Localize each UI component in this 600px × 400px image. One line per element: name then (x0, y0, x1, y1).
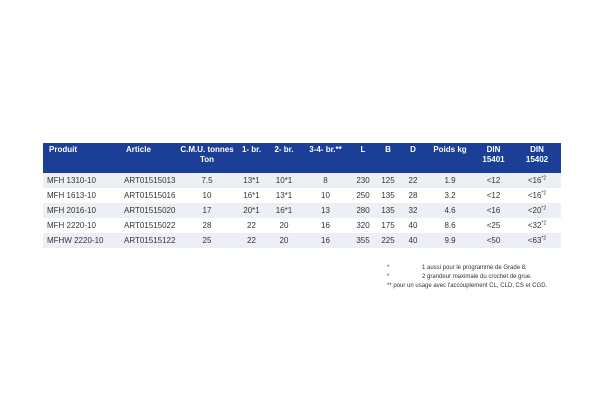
cell-value: 1.9 (444, 175, 456, 185)
column-header-text: L (360, 145, 366, 154)
cell-value: MFHW 2220-10 (47, 235, 104, 245)
cell-value: 355 (356, 235, 370, 245)
footnote-marker: *2 (541, 174, 547, 181)
cell-d (400, 233, 426, 248)
footnote (387, 273, 547, 282)
cell-value: <32 (527, 220, 542, 230)
cell-cmu (178, 173, 236, 188)
cell-value: 20*1 (243, 205, 260, 215)
cell-value: 250 (356, 190, 370, 200)
column-header-text: C.M.U. tonnes (180, 145, 234, 154)
cell-value: <12 (486, 190, 501, 200)
footnote (387, 264, 547, 273)
cell-value: 13*1 (243, 175, 260, 185)
cell-br2 (267, 218, 301, 233)
column-header-b (376, 143, 400, 173)
cell-value: ART01515122 (124, 235, 176, 245)
table-row (43, 188, 561, 203)
footnote-marker: *2 (541, 189, 547, 196)
cell-cmu (178, 188, 236, 203)
cell-br34 (301, 233, 350, 248)
cell-value: 175 (381, 220, 395, 230)
cell-value: 8.6 (444, 220, 456, 230)
cell-value: 28 (408, 190, 418, 200)
footnote-text: 1 aussi pour le programme de Grade 8. (422, 265, 527, 271)
cell-value: 20 (279, 235, 289, 245)
cell-br2 (267, 173, 301, 188)
cell-l (350, 218, 376, 233)
cell-d (400, 188, 426, 203)
cell-cmu (178, 203, 236, 218)
table-body (43, 173, 561, 248)
cell-poids (426, 218, 474, 233)
cell-br1 (236, 188, 267, 203)
column-header-text: B (385, 145, 391, 154)
cell-article (120, 173, 178, 188)
cell-din15401 (474, 218, 513, 233)
cell-value: 7.5 (201, 175, 213, 185)
footnotes (387, 264, 547, 291)
cell-value: <20 (527, 205, 542, 215)
cell-value: 125 (381, 175, 395, 185)
cell-value: 280 (356, 205, 370, 215)
column-header-article (120, 143, 178, 173)
cell-poids (426, 233, 474, 248)
cell-value: 32 (408, 205, 418, 215)
cell-br1 (236, 203, 267, 218)
cell-value: MFH 1613-10 (47, 190, 96, 200)
cell-value: ART01515020 (124, 205, 176, 215)
spec-table (43, 143, 561, 248)
cell-produit (43, 173, 120, 188)
cell-din15402 (513, 203, 561, 218)
cell-value: 22 (247, 220, 256, 230)
cell-br2 (267, 203, 301, 218)
column-header-text: 2- br. (274, 145, 294, 154)
cell-value: 25 (202, 235, 212, 245)
cell-value: <16 (527, 190, 542, 200)
column-header-text: Produit (49, 145, 77, 154)
table-header (43, 143, 561, 173)
cell-produit (43, 203, 120, 218)
cell-br1 (236, 173, 267, 188)
column-header-produit (43, 143, 120, 173)
footnote-mark: * (387, 265, 390, 271)
cell-value: ART01515016 (124, 190, 176, 200)
cell-b (376, 218, 400, 233)
column-header-br1 (236, 143, 267, 173)
cell-value: MFH 2220-10 (47, 220, 96, 230)
cell-br34 (301, 173, 350, 188)
cell-br1 (236, 233, 267, 248)
cell-value: 9.9 (444, 235, 456, 245)
cell-l (350, 203, 376, 218)
column-header-text: Poids kg (433, 145, 467, 154)
column-header-cmu (178, 143, 236, 173)
cell-value: 17 (202, 205, 212, 215)
cell-value: 28 (202, 220, 212, 230)
cell-br34 (301, 218, 350, 233)
cell-value: 16*1 (275, 205, 293, 215)
footnote (387, 282, 547, 291)
footnote-marker: *2 (541, 204, 547, 211)
cell-value: 13*1 (275, 190, 293, 200)
cell-value: 135 (381, 205, 395, 215)
cell-din15402 (513, 173, 561, 188)
table-row (43, 233, 561, 248)
cell-l (350, 233, 376, 248)
cell-value: <16 (486, 205, 501, 215)
cell-value: 10*1 (275, 175, 293, 185)
cell-value: 320 (356, 220, 370, 230)
cell-value: 10 (202, 190, 212, 200)
cell-value: 8 (323, 175, 328, 185)
cell-value: <12 (486, 175, 501, 185)
cell-value: 40 (408, 235, 418, 245)
cell-din15401 (474, 173, 513, 188)
cell-poids (426, 173, 474, 188)
cell-din15402 (513, 188, 561, 203)
column-header-l (350, 143, 376, 173)
cell-d (400, 203, 426, 218)
cell-value: 4.6 (444, 205, 456, 215)
cell-value: 230 (356, 175, 370, 185)
column-header-text: 1- br. (241, 145, 262, 154)
column-header-text: Ton (199, 155, 215, 164)
column-header-text: D (410, 145, 416, 154)
footnote-text: ** pour un usage avec l'accouplement CL, CLD, CS et CGD. (387, 283, 548, 289)
cell-value: 20 (279, 220, 289, 230)
footnote-text: 2 grandeur maximale du crochet de grue. (422, 274, 532, 280)
cell-value: <25 (486, 220, 501, 230)
cell-produit (43, 218, 120, 233)
cell-din15402 (513, 233, 561, 248)
cell-value: MFH 1310-10 (47, 175, 96, 185)
column-header-text: DIN (486, 145, 501, 154)
cell-din15401 (474, 188, 513, 203)
cell-poids (426, 188, 474, 203)
cell-din15402 (513, 218, 561, 233)
column-header-d (400, 143, 426, 173)
cell-poids (426, 203, 474, 218)
column-header-poids (426, 143, 474, 173)
column-header-text: Article (126, 145, 151, 154)
column-header-br2 (267, 143, 301, 173)
column-header-text: 15401 (482, 155, 505, 164)
cell-b (376, 173, 400, 188)
column-header-text: DIN (530, 145, 544, 154)
cell-value: <63 (527, 235, 542, 245)
cell-l (350, 188, 376, 203)
cell-value: 3.2 (444, 190, 456, 200)
column-header-br34 (301, 143, 350, 173)
cell-br2 (267, 233, 301, 248)
cell-article (120, 188, 178, 203)
footnote-mark: * (387, 274, 390, 280)
cell-d (400, 173, 426, 188)
cell-value: MFH 2016-10 (47, 205, 96, 215)
footnote-marker: *2 (541, 234, 547, 241)
table-row (43, 218, 561, 233)
cell-produit (43, 233, 120, 248)
cell-value: ART01515013 (124, 175, 176, 185)
cell-value: 13 (321, 205, 330, 215)
cell-value: <50 (486, 235, 501, 245)
table-row (43, 203, 561, 218)
cell-br34 (301, 188, 350, 203)
column-header-din15401 (474, 143, 513, 173)
cell-br1 (236, 218, 267, 233)
cell-br34 (301, 203, 350, 218)
cell-article (120, 218, 178, 233)
cell-article (120, 233, 178, 248)
cell-value: 225 (381, 235, 395, 245)
cell-value: 135 (381, 190, 395, 200)
cell-b (376, 233, 400, 248)
cell-value: 16 (321, 220, 330, 230)
header-row (43, 143, 561, 173)
cell-value: <16 (527, 175, 542, 185)
cell-din15401 (474, 233, 513, 248)
column-header-text: 15402 (525, 155, 549, 164)
cell-value: 16 (321, 235, 330, 245)
cell-value: 22 (408, 175, 418, 185)
cell-value: 40 (408, 220, 418, 230)
cell-din15401 (474, 203, 513, 218)
cell-cmu (178, 233, 236, 248)
cell-b (376, 203, 400, 218)
cell-cmu (178, 218, 236, 233)
cell-br2 (267, 188, 301, 203)
table-row (43, 173, 561, 188)
cell-produit (43, 188, 120, 203)
column-header-din15402 (513, 143, 561, 173)
cell-value: 16*1 (243, 190, 260, 200)
cell-value: 22 (247, 235, 256, 245)
cell-d (400, 218, 426, 233)
cell-value: ART01515022 (124, 220, 176, 230)
cell-value: 10 (321, 190, 330, 200)
cell-l (350, 173, 376, 188)
footnote-marker: *2 (541, 219, 547, 226)
cell-article (120, 203, 178, 218)
column-header-text: 3-4- br.** (309, 145, 342, 154)
cell-b (376, 188, 400, 203)
